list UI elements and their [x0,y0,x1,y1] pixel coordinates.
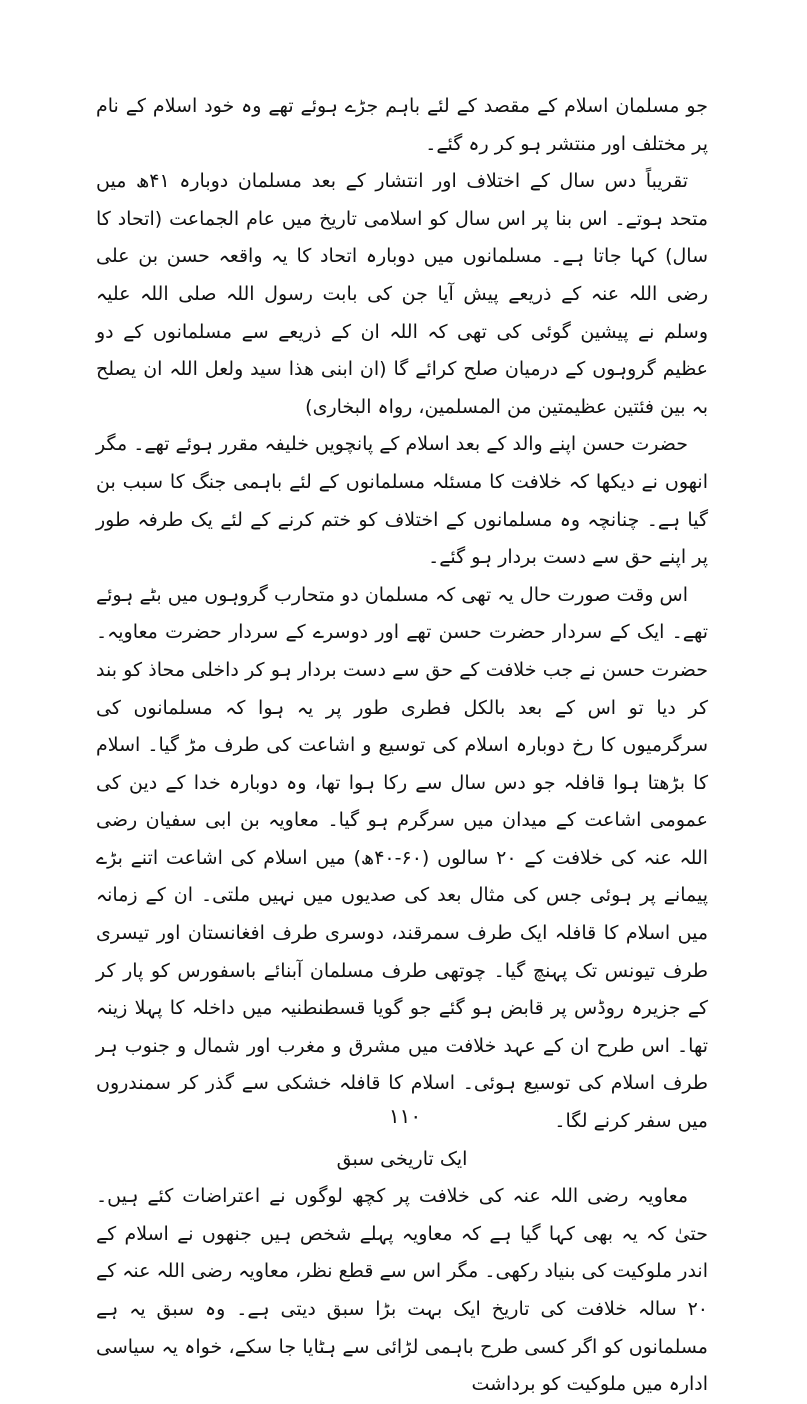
paragraph-5: معاویہ رضی اللہ عنہ کی خلافت پر کچھ لوگوں نے اعتراضات کئے ہیں۔ حتیٰ کہ یہ بھی کہا گیا ہے کہ معاویہ پہلے شخص ہیں جنھوں نے اسلام کے اندر ملوکیت کی بنیاد رکھی۔ مگر اس سے قطع نظر، معاویہ رضی اللہ عنہ کے ۲۰ سالہ خلافت کی تاریخ ایک بہت بڑا سبق دیتی ہے۔ وہ سبق یہ ہے مسلمانوں کو اگر کسی طرح باہمی لڑائی سے ہٹایا جا سکے، خواہ یہ سیاسی ادارہ میں ملوکیت کو برداشت [96,1185,708,1396]
paragraph-2: تقریباً دس سال کے اختلاف اور انتشار کے بعد مسلمان دوبارہ ۴۱ھ میں متحد ہوتے۔ اس بنا پر اس سال کو اسلامی تاریخ میں عام الجماعت (اتحاد کا سال) کہا جاتا ہے۔ مسلمانوں میں دوبارہ اتحاد کا یہ واقعہ حسن بن علی رضی اللہ عنہ کے ذریعے پیش آیا جن کی بابت رسول اللہ صلی اللہ علیہ وسلم نے پیشین گوئی کی تھی کہ اللہ ان کے ذریعے سے مسلمانوں کے دو عظیم گروہوں کے درمیان صلح کرائے گا (ان ابنی ھذا سید ولعل اللہ ان یصلح بہ بین فئتین عظیمتین من المسلمین، رواہ البخاری) [96,170,708,418]
body-text [96,88,708,1404]
paragraph-1: جو مسلمان اسلام کے مقصد کے لئے باہم جڑے ہوئے تھے وہ خود اسلام کے نام پر مختلف اور منتشر ہو کر رہ گئے۔ [96,95,708,155]
page-number: ۱۱۰ [388,1104,422,1128]
paragraph-3: حضرت حسن اپنے والد کے بعد اسلام کے پانچویں خلیفہ مقرر ہوئے تھے۔ مگر انھوں نے دیکھا کہ خلافت کا مسئلہ مسلمانوں کے لئے باہمی جنگ کا سبب بن گیا ہے۔ چنانچہ وہ مسلمانوں کے اختلاف کو ختم کرنے کے لئے یک طرفہ طور پر اپنے حق سے دست بردار ہو گئے۔ [96,433,708,569]
section-heading: ایک تاریخی سبق [336,1147,468,1170]
paragraph-4: اس وقت صورت حال یہ تھی کہ مسلمان دو متحارب گروہوں میں بٹے ہوئے تھے۔ ایک کے سردار حضرت حسن تھے اور دوسرے کے سردار حضرت معاویہ۔ حضرت حسن نے جب خلافت کے حق سے دست بردار ہو کر داخلی محاذ کو بند کر دیا تو اس کے بعد بالکل فطری طور پر یہ ہوا کہ مسلمانوں کی سرگرمیوں کا رخ دوبارہ اسلام کی توسیع و اشاعت کی طرف مڑ گیا۔ اسلام کا بڑھتا ہوا قافلہ جو دس سال سے رکا ہوا تھا، وہ دوبارہ خدا کے دین کی عمومی اشاعت کے میدان میں سرگرم ہو گیا۔ معاویہ بن ابی سفیان رضی اللہ عنہ کی خلافت کے ۲۰ سالوں (۶۰-۴۰ھ) میں اسلام کی اشاعت اتنے بڑے پیمانے پر ہوئی جس کی مثال بعد کی صدیوں میں نہیں ملتی۔ ان کے زمانہ میں اسلام کا قافلہ ایک طرف سمرقند، دوسری طرف افغانستان اور تیسری طرف تیونس تک پہنچ گیا۔ چوتھی طرف مسلمان آبنائے باسفورس کو پار کر کے جزیرہ روڈس پر قابض ہو گئے جو گویا قسطنطنیہ میں داخلہ کا پہلا زینہ تھا۔ اس طرح ان کے عہد خلافت میں مشرق و مغرب اور شمال و جنوب ہر طرف اسلام کی توسیع ہوئی۔ اسلام کا قافلہ خشکی سے گذر کر سمندروں میں سفر کرنے لگا۔ [96,583,709,1133]
